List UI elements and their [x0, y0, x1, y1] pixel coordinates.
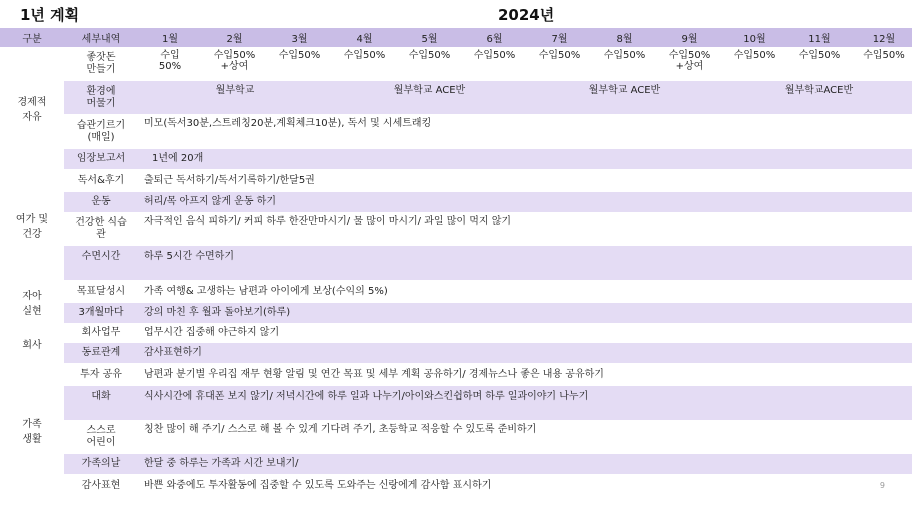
table-row: [0, 343, 912, 363]
row-content: 하루 5시간 수면하기: [138, 246, 912, 280]
table-row: [0, 246, 912, 280]
row-content: 허리/목 아프지 않게 운동 하기: [138, 192, 912, 212]
table-row: [0, 169, 912, 192]
row-content: 칭찬 많이 해 주기/ 스스로 해 볼 수 있게 기다려 주기, 초등학교 적응할 수 있도록 준비하기: [144, 424, 537, 435]
env-span-2: 월부학교 ACE반: [332, 81, 527, 114]
category-company: 회사: [0, 323, 64, 363]
header-row: [0, 28, 912, 47]
month-value: 수입50%: [408, 50, 451, 61]
env-span-4: 월부학교ACE반: [722, 81, 912, 114]
row-label: 가족의날: [64, 454, 138, 474]
table-row: [0, 280, 912, 303]
month-value: 수입50%: [473, 50, 516, 61]
month-value: 수입50%: [733, 50, 776, 61]
month-value: 수입50% +상여: [213, 50, 256, 72]
table-row: [0, 114, 912, 149]
month-value: 수입 50%: [158, 50, 182, 72]
row-label: 운동: [64, 192, 138, 212]
row-content: 한달 중 하루는 가족과 시간 보내기/: [138, 454, 912, 474]
row-content: 식사시간에 휴대폰 보지 않기/ 저녁시간에 하루 일과 나누기/아이와스킨쉽하며 하루 일과이야기 나누기: [138, 386, 912, 420]
row-content: 감사표현하기: [138, 343, 912, 363]
month-value: 수입50%: [278, 50, 321, 61]
table-row: [0, 386, 912, 420]
row-label: 임장보고서: [64, 149, 138, 169]
row-label: 3개월마다: [64, 303, 138, 323]
col-month: 12월: [852, 28, 912, 47]
col-month: 6월: [462, 28, 527, 47]
row-content: 바쁜 와중에도 투자활동에 집중할 수 있도록 도와주는 신랑에게 감사함 표시하기: [144, 479, 492, 491]
table-row: [0, 363, 912, 386]
table-row: [0, 81, 912, 114]
table-row: [0, 303, 912, 323]
col-month: 5월: [397, 28, 462, 47]
row-content: 남편과 분기별 우리집 재무 현황 알림 및 연간 목표 및 세부 계획 공유하기/ 경제뉴스나 좋은 내용 공유하기: [144, 368, 604, 380]
table-row: [0, 323, 912, 343]
row-label: 환경에 머물기: [64, 81, 138, 114]
row-label: 좋잣돈 만들기: [86, 52, 116, 75]
row-content: 미모(독서30분,스트레칭20분,계획체크10분), 독서 및 시세트래킹: [144, 118, 432, 129]
category-self: 자아 실현: [0, 280, 64, 323]
col-category: 구분: [0, 28, 64, 47]
table-row: [0, 454, 912, 474]
month-value: 수입50%: [863, 50, 905, 61]
col-month: 11월: [787, 28, 852, 47]
col-month: 10월: [722, 28, 787, 47]
category-leisure: 여가 및 건강: [0, 169, 64, 280]
table-row: [0, 192, 912, 212]
col-month: 9월: [657, 28, 722, 47]
year-title: 2024년: [498, 6, 555, 24]
category-family: 가족 생활: [0, 363, 64, 497]
table-row: [0, 420, 912, 454]
row-content: 출퇴근 독서하기/독서기록하기/한달5권: [144, 174, 315, 186]
category-economic: 경제적 자유: [0, 47, 64, 169]
row-label: 습관기르기 (매일): [76, 119, 126, 143]
table-row: [0, 47, 912, 81]
month-value: 수입50% +상여: [668, 50, 711, 72]
row-label: 독서&후기: [77, 174, 125, 186]
row-content: 가족 여행& 고생하는 남편과 아이에게 보상(수익의 5%): [144, 285, 388, 297]
col-month: 7월: [527, 28, 592, 47]
row-label: 목표달성시: [76, 285, 126, 297]
col-month: 8월: [592, 28, 657, 47]
month-value: 수입50%: [538, 50, 581, 61]
month-value: 수입50%: [798, 50, 841, 61]
row-label: 건강한 식습 관: [75, 217, 127, 240]
col-month: 3월: [267, 28, 332, 47]
page-number: 9: [879, 481, 885, 490]
annual-plan-table: [0, 28, 912, 497]
row-label: 회사업무: [81, 327, 121, 338]
row-content: 업무시간 집중해 야근하지 않기: [144, 327, 280, 338]
row-label: 대화: [64, 386, 138, 420]
month-value: 수입50%: [603, 50, 646, 61]
table-row: [0, 149, 912, 169]
row-label: 수면시간: [64, 246, 138, 280]
table-row: [0, 474, 912, 497]
env-span-1: 월부학교: [138, 81, 332, 114]
col-month: 1월: [138, 28, 202, 47]
row-label: 감사표현: [81, 479, 121, 491]
table-row: [0, 212, 912, 246]
row-label: 스스로 어린이: [86, 425, 116, 448]
row-label: 동료관계: [64, 343, 138, 363]
col-detail: 세부내역: [64, 28, 138, 47]
col-month: 2월: [202, 28, 267, 47]
row-content: 강의 마친 후 월과 돌아보기(하루): [138, 303, 912, 323]
plan-title: 1년 계획: [20, 6, 80, 24]
row-label: 투자 공유: [80, 368, 122, 380]
row-content: 1년에 20개: [138, 149, 912, 169]
col-month: 4월: [332, 28, 397, 47]
month-value: 수입50%: [343, 50, 386, 61]
env-span-3: 월부학교 ACE반: [527, 81, 722, 114]
row-content: 자극적인 음식 피하기/ 커피 하루 한잔만마시기/ 물 많이 마시기/ 과일 많이 먹지 않기: [144, 216, 512, 227]
